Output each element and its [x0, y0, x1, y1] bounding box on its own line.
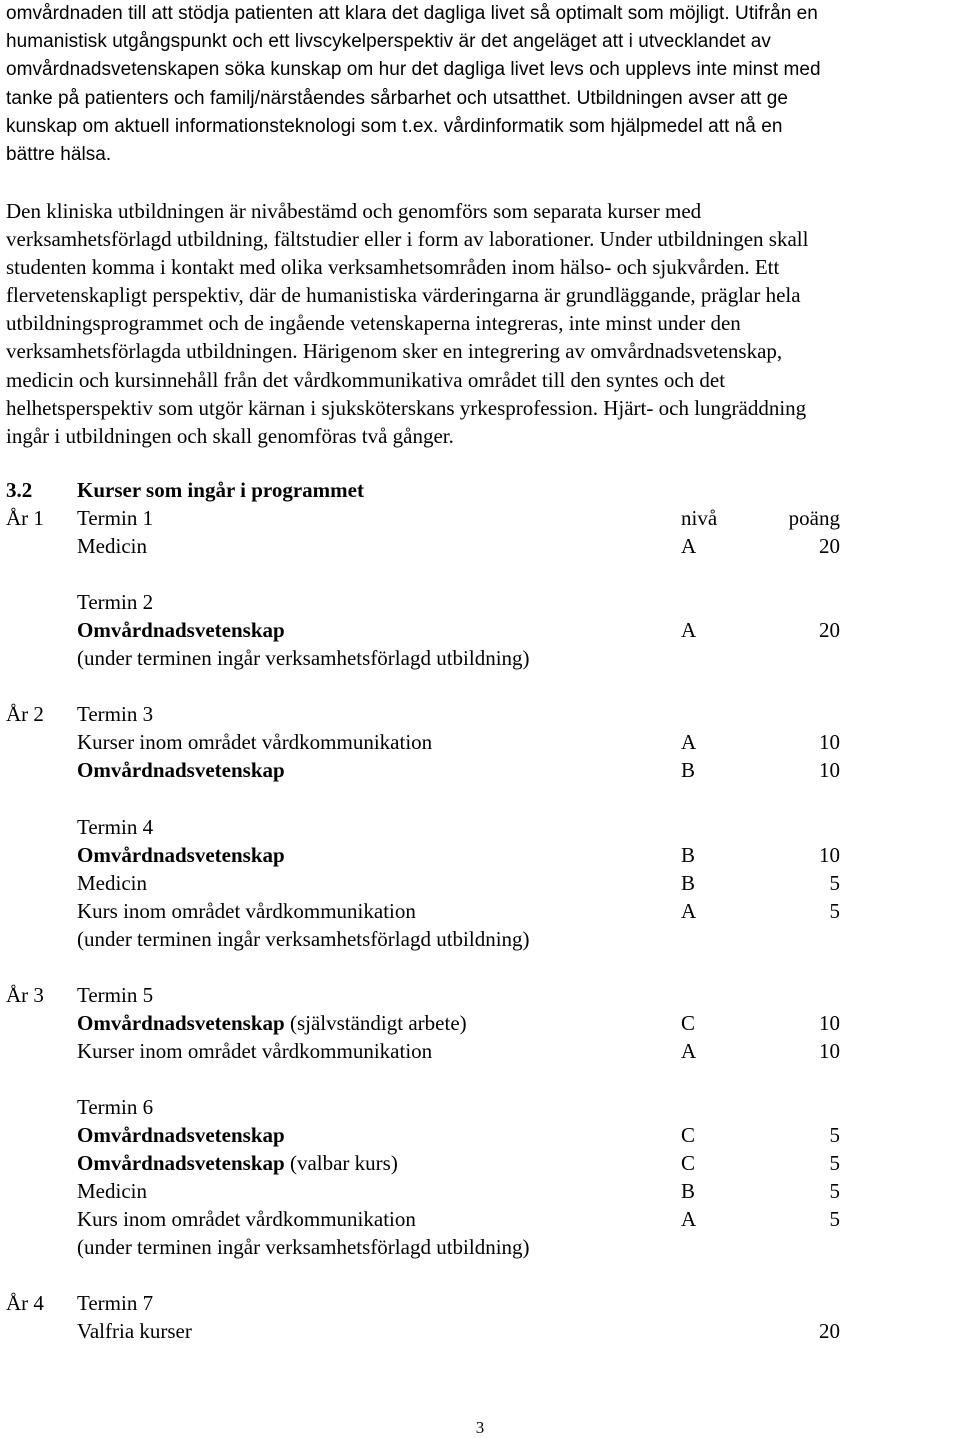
course-name-main: Kurs inom området vårdkommunikation [77, 1207, 416, 1232]
course-points: 5 [829, 1179, 840, 1204]
course-points: 5 [829, 870, 840, 895]
course-name [77, 588, 153, 616]
course-name-main: Omvårdnadsvetenskap [77, 842, 285, 867]
text-line: studenten komma i kontakt med olika verksamhetsområden inom hälso- och sjukvården. Ett [6, 255, 780, 280]
spacer-row [0, 1065, 960, 1093]
section-title: Kurser som ingår i programmet [77, 478, 364, 502]
course-name [77, 1149, 398, 1177]
course-name-main: Termin 5 [77, 982, 154, 1007]
course-name [77, 1093, 153, 1121]
course-name [77, 1009, 467, 1037]
course-name [77, 1317, 192, 1345]
course-name [77, 897, 416, 925]
course-row [0, 1233, 960, 1261]
text-line: verksamhetsförlagda utbildningen. Härigenom sker en integrering av omvårdnadsvetenskap, [6, 339, 783, 364]
course-name [77, 728, 432, 756]
course-points: 5 [829, 898, 840, 923]
course-points: 10 [819, 758, 840, 783]
course-level: B [681, 870, 696, 895]
course-name [77, 1037, 432, 1065]
course-row [0, 588, 960, 616]
text-line: helhetsperspektiv som utgör kärnan i sjuksköterskans yrkesprofession. Hjärt- och lungräddning [6, 395, 807, 420]
text-line: utbildningsprogrammet och de ingående vetenskaperna integreras, inte minst under den [6, 311, 741, 336]
course-row [0, 756, 960, 784]
course-name-main: Omvårdnadsvetenskap [77, 618, 285, 643]
course-level: A [681, 1038, 697, 1063]
course-name-main: Kurser inom området vårdkommunikation [77, 1038, 433, 1063]
spacer-row [0, 672, 960, 700]
section-number: 3.2 [6, 478, 33, 502]
course-row [0, 532, 960, 560]
course-level: A [681, 534, 697, 559]
course-points: 10 [819, 730, 840, 755]
course-row [0, 897, 960, 925]
course-level: A [681, 1207, 697, 1232]
course-name-main: (under terminen ingår verksamhetsförlagd utbildning) [77, 926, 530, 951]
course-row [0, 1289, 960, 1317]
course-points: 10 [819, 1038, 840, 1063]
text-line: verksamhetsförlagd utbildning, fältstudier eller i form av laborationer. Under utbildningen skall [6, 227, 809, 252]
course-row [0, 504, 960, 532]
course-name-main: Medicin [77, 1179, 147, 1204]
course-row [0, 1149, 960, 1177]
text-line: tanke på patienters och familj/närståendes sårbarhet och utsatthet. Utbildningen avser att ge [6, 87, 789, 109]
course-name [77, 1233, 530, 1261]
course-level: C [681, 1151, 696, 1176]
page-number: 3 [475, 1418, 485, 1437]
course-name [77, 1121, 285, 1149]
course-name [77, 616, 285, 644]
year-label: År 1 [6, 506, 44, 530]
course-name [77, 700, 153, 728]
course-points: 20 [819, 618, 840, 643]
course-level: A [681, 898, 697, 923]
course-name [77, 869, 147, 897]
course-name [77, 1177, 147, 1205]
course-row [0, 616, 960, 644]
spacer-row [0, 560, 960, 588]
course-name-main: Termin 1 [77, 506, 154, 530]
spacer-row [0, 1261, 960, 1289]
course-name-main: Kurs inom området vårdkommunikation [77, 898, 416, 923]
course-level: C [681, 1123, 696, 1148]
course-row [0, 728, 960, 756]
course-name-main: Omvårdnadsvetenskap [77, 1123, 285, 1148]
course-name-main: Kurser inom området vårdkommunikation [77, 730, 433, 755]
course-level: B [681, 842, 696, 867]
text-line: ingår i utbildningen och skall genomföras två gånger. [6, 423, 454, 448]
course-level: B [681, 1179, 696, 1204]
course-name [77, 756, 285, 784]
course-row [0, 1037, 960, 1065]
course-name-main: Termin 4 [77, 814, 154, 839]
spacer-row [0, 785, 960, 813]
course-row [0, 1317, 960, 1345]
course-level: A [681, 618, 697, 643]
course-level: B [681, 758, 696, 783]
course-name [77, 1205, 416, 1233]
course-name-main: Medicin [77, 870, 147, 895]
course-level: nivå [681, 506, 718, 530]
course-name-suffix: (självständigt arbete) [284, 1010, 467, 1035]
course-points: 10 [819, 1010, 840, 1035]
course-name-main: (under terminen ingår verksamhetsförlagd utbildning) [77, 1235, 530, 1260]
course-name-main: Omvårdnadsvetenskap [77, 1010, 285, 1035]
course-name [77, 813, 153, 841]
course-name-main: (under terminen ingår verksamhetsförlagd utbildning) [77, 646, 530, 671]
course-row [0, 1009, 960, 1037]
course-name [77, 981, 153, 1009]
text-line: humanistisk utgångspunkt och ett livscykelperspektiv är det angeläget att i utvecklandet av [6, 31, 771, 53]
text-line: omvårdnaden till att stödja patienten att klara det dagliga livet så optimalt som möjligt. Utifrån en [6, 3, 818, 24]
course-points: 5 [829, 1151, 840, 1176]
intro-paragraph [6, 0, 956, 169]
course-level: C [681, 1010, 696, 1035]
course-points: poäng [788, 506, 840, 530]
text-line: medicin och kursinnehåll från det vårdkommunikativa området till den syntes och det [6, 367, 726, 392]
course-name-main: Medicin [77, 534, 147, 559]
course-name-main: Termin 3 [77, 702, 154, 727]
text-line: bättre hälsa. [6, 144, 112, 166]
text-line: kunskap om aktuell informationsteknologi som t.ex. vårdinformatik som hjälpmedel att nå en [6, 115, 783, 137]
course-row [0, 1093, 960, 1121]
course-name-main: Valfria kurser [77, 1319, 192, 1344]
course-name-main: Omvårdnadsvetenskap [77, 1151, 285, 1176]
course-level: A [681, 730, 697, 755]
course-points: 20 [819, 1319, 840, 1344]
course-name [77, 1289, 153, 1317]
year-label: År 2 [6, 702, 44, 727]
course-row [0, 1205, 960, 1233]
course-row [0, 813, 960, 841]
year-label: År 4 [6, 1291, 44, 1316]
course-row [0, 644, 960, 672]
course-name [77, 532, 147, 560]
course-points: 5 [829, 1123, 840, 1148]
text-line: flervetenskapligt perspektiv, där de humanistiska värderingarna är grundläggande, präglar hela [6, 283, 801, 308]
clinical-education-paragraph [6, 197, 956, 450]
course-points: 5 [829, 1207, 840, 1232]
course-row [0, 700, 960, 728]
course-row [0, 841, 960, 869]
text-line: omvårdnadsvetenskapen söka kunskap om hur det dagliga livet levs och upplevs inte minst med [6, 59, 821, 81]
course-points: 10 [819, 842, 840, 867]
course-name [77, 504, 153, 532]
course-row [0, 925, 960, 953]
course-row [0, 1177, 960, 1205]
course-row [0, 981, 960, 1009]
course-row [0, 1121, 960, 1149]
year-label: År 3 [6, 982, 44, 1007]
course-name-main: Termin 7 [77, 1291, 154, 1316]
course-name [77, 925, 530, 953]
text-line: Den kliniska utbildningen är nivåbestämd och genomförs som separata kurser med [6, 199, 702, 223]
course-row [0, 869, 960, 897]
course-name-main: Omvårdnadsvetenskap [77, 758, 285, 783]
spacer-row [0, 953, 960, 981]
course-name-main: Termin 2 [77, 590, 154, 615]
course-name-suffix: (valbar kurs) [284, 1151, 398, 1176]
course-name [77, 841, 285, 869]
course-points: 20 [819, 534, 840, 559]
course-name-main: Termin 6 [77, 1095, 154, 1120]
section-heading [0, 476, 960, 504]
course-name [77, 644, 530, 672]
